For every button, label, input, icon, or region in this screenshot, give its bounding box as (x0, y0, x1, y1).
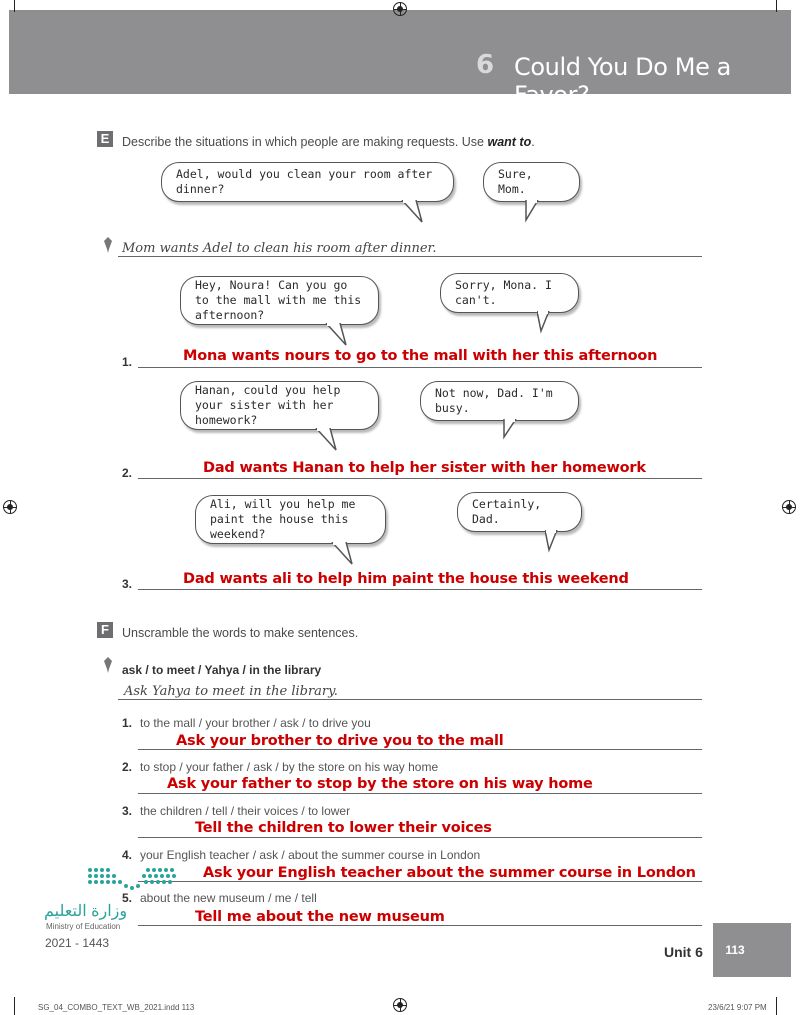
answer-line (118, 256, 702, 257)
speech-bubble-left: Hey, Noura! Can you go to the mall with me this afternoon? (180, 276, 379, 325)
written-answer: Tell the children to lower their voices (195, 820, 492, 836)
instruction-keyword: want to (487, 135, 532, 149)
item-number: 3. (122, 804, 133, 818)
scrambled-prompt: your English teacher / ask / about the summer course in London (140, 848, 481, 862)
speech-bubble-tail (522, 200, 550, 224)
section-f-instruction: Unscramble the words to make sentences. (122, 626, 359, 640)
print-slug-date: 23/6/21 9:07 PM (708, 1003, 767, 1012)
registration-mark-icon (393, 2, 407, 16)
answer-line (138, 478, 702, 479)
answer-line (138, 925, 702, 926)
crop-mark (776, 0, 777, 12)
scrambled-prompt: to stop / your father / ask / by the store on his way home (140, 760, 439, 774)
speech-bubble-tail (545, 530, 573, 554)
item-number: 2. (122, 466, 133, 480)
crop-mark (14, 0, 15, 12)
speech-bubble-left: Hanan, could you help your sister with her homework? (180, 381, 379, 430)
registration-mark-icon (782, 500, 796, 514)
speech-bubble-left: Ali, will you help me paint the house this weekend? (195, 495, 386, 544)
crop-mark (776, 997, 777, 1015)
speech-bubble-right: Sorry, Mona. I can't. (440, 273, 579, 313)
speech-bubble-tail (400, 200, 428, 224)
speech-bubble-tail (314, 428, 342, 452)
answer-line (118, 699, 702, 700)
item-number: 2. (122, 760, 133, 774)
written-answer: Ask your father to stop by the store on his way home (167, 776, 593, 792)
item-number: 1. (122, 355, 133, 369)
answer-line (138, 589, 702, 590)
answer-line (138, 881, 702, 882)
speech-bubble-tail (537, 311, 565, 335)
crop-mark (14, 997, 15, 1015)
print-slug-file: SG_04_COMBO_TEXT_WB_2021.indd 113 (38, 1003, 195, 1012)
written-answer: Tell me about the new museum (195, 909, 445, 925)
pencil-icon (103, 237, 113, 253)
unit-number: 6 (476, 50, 495, 80)
scrambled-prompt: about the new museum / me / tell (140, 891, 317, 905)
academic-year: 2021 - 1443 (45, 936, 110, 950)
example-answer: Ask Yahya to meet in the library. (124, 684, 338, 699)
page-number: 113 (713, 923, 791, 977)
speech-bubble-tail (330, 542, 358, 566)
speech-bubble-right: Certainly, Dad. (457, 492, 582, 532)
answer-line (138, 793, 702, 794)
registration-mark-icon (3, 500, 17, 514)
registration-mark-icon (393, 998, 407, 1012)
item-number: 5. (122, 891, 133, 905)
section-letter-e: E (97, 131, 113, 147)
scrambled-prompt: the children / tell / their voices / to lower (140, 804, 351, 818)
page-title: Could You Do Me a Favor? (514, 53, 731, 109)
item-number: 1. (122, 716, 133, 730)
written-answer: Mona wants nours to go to the mall with her this afternoon (183, 348, 658, 364)
written-answer: Dad wants Hanan to help her sister with her homework (203, 460, 646, 476)
written-answer: Dad wants ali to help him paint the house this weekend (183, 571, 629, 587)
speech-bubble-tail (500, 419, 528, 443)
answer-line (138, 367, 702, 368)
speech-bubble-left: Adel, would you clean your room after dinner? (161, 162, 454, 202)
speech-bubble-tail (324, 323, 352, 347)
unit-label: Unit 6 (664, 944, 703, 960)
speech-bubble-right: Not now, Dad. I'm busy. (420, 381, 579, 421)
speech-bubble-right: Sure, Mom. (483, 162, 580, 202)
item-number: 3. (122, 577, 133, 591)
scrambled-prompt: to the mall / your brother / ask / to drive you (140, 716, 371, 730)
pencil-icon (103, 657, 113, 673)
example-answer: Mom wants Adel to clean his room after dinner. (122, 241, 437, 256)
written-answer: Ask your English teacher about the summer course in London (203, 865, 696, 881)
ministry-name-arabic: وزارة التعليم (44, 903, 128, 920)
section-e-instruction: Describe the situations in which people are making requests. Use want to. (122, 135, 535, 149)
answer-line (138, 837, 702, 838)
answer-line (138, 749, 702, 750)
section-letter-f: F (97, 622, 113, 638)
ministry-name-english: Ministry of Education (46, 922, 121, 931)
ministry-logo-icon (86, 864, 182, 894)
example-prompt: ask / to meet / Yahya / in the library (122, 663, 322, 677)
written-answer: Ask your brother to drive you to the mall (176, 733, 504, 749)
item-number: 4. (122, 848, 133, 862)
